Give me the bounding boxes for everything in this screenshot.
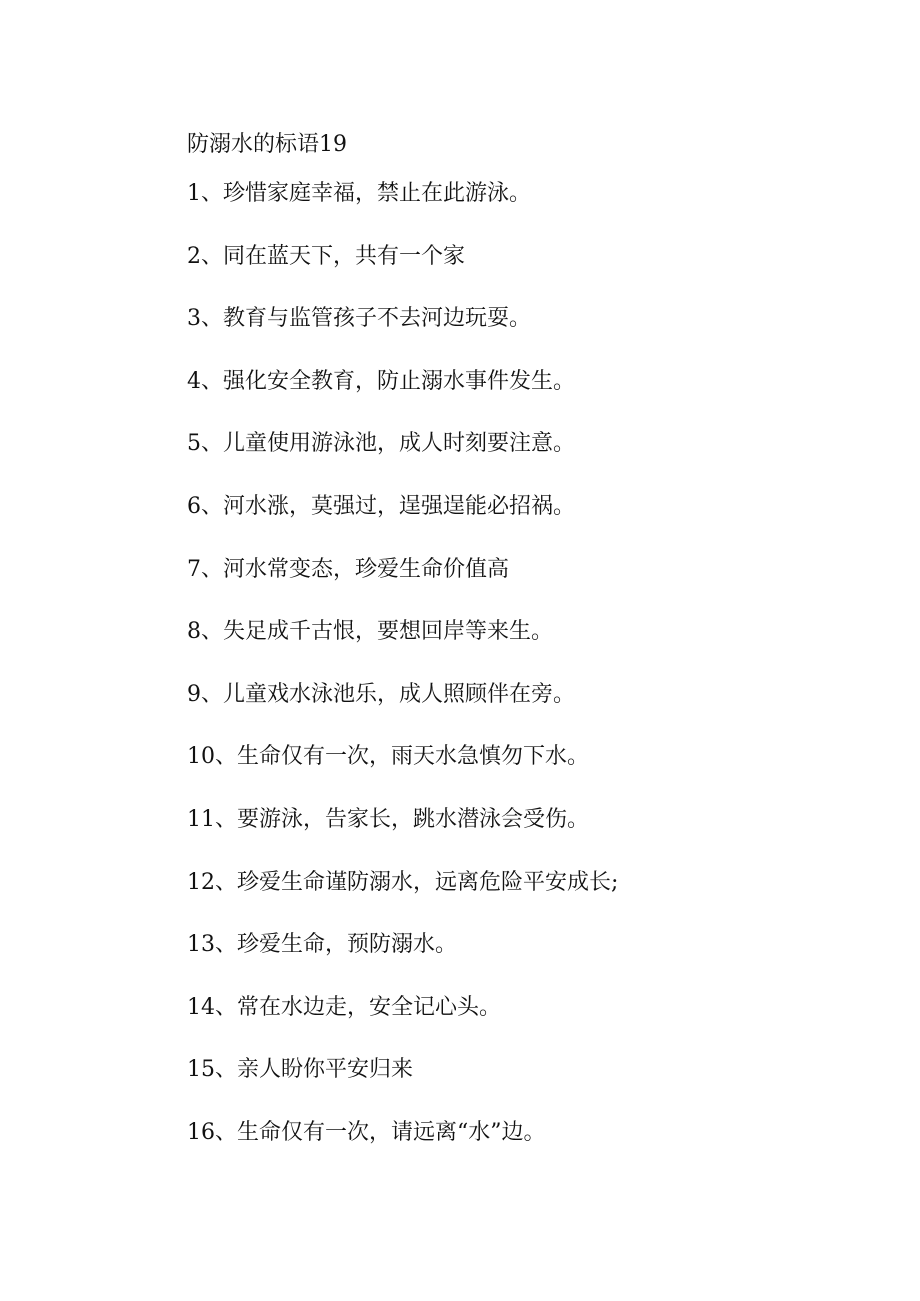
slogan-item: 13、珍爱生命，预防溺水。	[187, 932, 457, 958]
slogan-item: 8、失足成千古恨，要想回岸等来生。	[187, 619, 553, 645]
slogan-item: 7、河水常变态，珍爱生命价值高	[187, 556, 509, 582]
slogan-item: 10、生命仅有一次，雨天水急慎勿下水。	[187, 744, 589, 770]
slogan-item: 14、常在水边走，安全记心头。	[187, 994, 501, 1020]
slogan-item: 11、要游泳，告家长，跳水潜泳会受伤。	[187, 806, 589, 832]
slogan-item: 4、强化安全教育，防止溺水事件发生。	[187, 368, 575, 394]
slogan-item: 16、生命仅有一次，请远离“水”边。	[187, 1119, 546, 1145]
slogan-item: 5、儿童使用游泳池，成人时刻要注意。	[187, 431, 575, 457]
slogan-item: 15、亲人盼你平安归来	[187, 1057, 413, 1083]
slogan-item: 3、教育与监管孩子不去河边玩耍。	[187, 306, 531, 332]
slogan-item: 6、河水涨，莫强过，逞强逞能必招祸。	[187, 493, 575, 519]
slogan-item: 1、珍惜家庭幸福，禁止在此游泳。	[187, 181, 531, 206]
slogan-item: 12、珍爱生命谨防溺水，远离危险平安成长;	[187, 869, 619, 895]
slogan-item: 9、儿童戏水泳池乐，成人照顾伴在旁。	[187, 681, 575, 707]
slogan-list	[187, 177, 618, 1179]
slogan-item: 2、同在蓝天下，共有一个家	[187, 243, 465, 269]
document-title: 防溺水的标语19	[187, 132, 347, 157]
